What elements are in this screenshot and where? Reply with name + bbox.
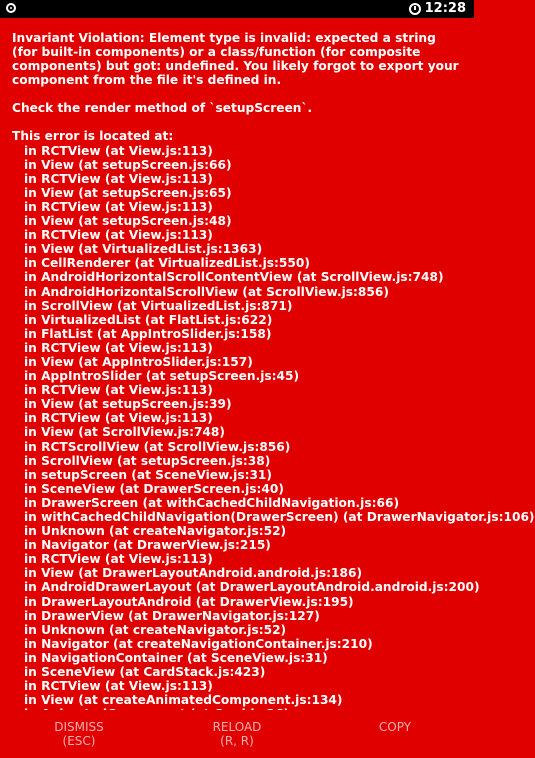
stack-frame: in RCTView (at View.js:113) <box>24 228 213 243</box>
reload-button[interactable] <box>158 710 316 758</box>
reload-shortcut: (R, R) <box>220 734 254 748</box>
stack-frame: in ScrollView (at VirtualizedList.js:871) <box>24 298 293 313</box>
render-hint: Check the render method of `setupScreen`. <box>12 101 313 116</box>
stack-frame: in DrawerScreen (at withCachedChildNavigation.js:66) <box>24 495 400 510</box>
stack-frame: in Unknown (at createNavigator.js:52) <box>24 622 287 637</box>
stack-frame: in CellRenderer (at VirtualizedList.js:550) <box>24 256 310 271</box>
stack-frame: in ScrollView (at setupScreen.js:38) <box>24 453 271 468</box>
stack-frame: in RCTView (at View.js:113) <box>24 199 213 214</box>
stack-frame: in RCTView (at View.js:113) <box>24 552 213 567</box>
stack-frame: in View (at setupScreen.js:65) <box>24 185 232 200</box>
error-message: Invariant Violation: Element type is invalid: expected a string (for built-in components) or a class/function (for composite components) but got: undefined. You likely forgot to export your component from the file it's defined in. <box>12 31 459 88</box>
stack-frame: in withCachedChildNavigation(DrawerScreen) (at DrawerNavigator.js:106) <box>24 510 535 524</box>
redbox-error-screen[interactable] <box>0 18 535 710</box>
copy-label: COPY <box>378 720 412 734</box>
stack-frame: in RCTView (at View.js:113) <box>24 143 213 158</box>
stack-frame: in View (at AppIntroSlider.js:157) <box>24 354 253 369</box>
dismiss-shortcut: (ESC) <box>62 734 96 748</box>
stack-frame: in View (at setupScreen.js:39) <box>24 397 232 412</box>
stack-frame: in RCTView (at View.js:113) <box>24 679 213 694</box>
stack-frame: in View (at ScrollView.js:748) <box>24 425 225 440</box>
stack-frame: in NavigationContainer (at SceneView.js:31) <box>24 650 328 665</box>
stack-frame: in View (at setupScreen.js:66) <box>24 157 232 172</box>
stack-frame: in Unknown (at createNavigator.js:52) <box>24 524 287 539</box>
status-bar-right <box>409 1 466 17</box>
stack-frame: in RCTView (at View.js:113) <box>24 171 213 186</box>
stack-frame: in setupScreen (at SceneView.js:31) <box>24 467 272 482</box>
stack-frame: in View (at createAnimatedComponent.js:134) <box>24 693 343 708</box>
copy-button[interactable] <box>316 710 474 758</box>
stack-frame: in SceneView (at CardStack.js:423) <box>24 665 266 680</box>
component-stack <box>12 143 535 722</box>
stack-frame: in FlatList (at AppIntroSlider.js:158) <box>24 326 272 341</box>
stack-frame: in SceneView (at DrawerScreen.js:40) <box>24 481 284 496</box>
location-header: This error is located at: <box>12 129 174 144</box>
stack-frame: in AndroidHorizontalScrollContentView (at ScrollView.js:748) <box>24 270 444 285</box>
reload-label: RELOAD <box>212 720 262 734</box>
stack-frame: in AppIntroSlider (at setupScreen.js:45) <box>24 369 300 384</box>
stack-frame: in RCTScrollView (at ScrollView.js:856) <box>24 439 291 454</box>
stack-frame: in RCTView (at View.js:113) <box>24 411 213 426</box>
dismiss-label: DISMISS <box>54 720 104 734</box>
dismiss-button[interactable] <box>0 710 158 758</box>
stack-frame: in VirtualizedList (at FlatList.js:622) <box>24 312 273 327</box>
status-time: 12:28 <box>424 1 466 16</box>
status-bar <box>0 0 474 18</box>
stack-frame: in DrawerLayoutAndroid (at DrawerView.js:195) <box>24 594 354 609</box>
stack-frame: in View (at setupScreen.js:48) <box>24 214 232 229</box>
circle-dot-icon <box>6 3 16 13</box>
stack-frame: in View (at DrawerLayoutAndroid.android.js:186) <box>24 566 363 581</box>
stack-frame: in DrawerView (at DrawerNavigator.js:127) <box>24 608 320 623</box>
stack-frame: in RCTView (at View.js:113) <box>24 340 213 355</box>
stack-frame: in View (at VirtualizedList.js:1363) <box>24 242 263 257</box>
stack-frame: in RCTView (at View.js:113) <box>24 383 213 398</box>
stack-frame: in Navigator (at DrawerView.js:215) <box>24 538 271 553</box>
stack-frame: in Navigator (at createNavigationContainer.js:210) <box>24 636 373 651</box>
stack-frame: in AndroidDrawerLayout (at DrawerLayoutAndroid.android.js:200) <box>24 580 480 595</box>
redbox-button-bar <box>0 710 474 758</box>
sync-icon <box>409 3 421 15</box>
stack-frame: in AndroidHorizontalScrollView (at ScrollView.js:856) <box>24 284 389 299</box>
